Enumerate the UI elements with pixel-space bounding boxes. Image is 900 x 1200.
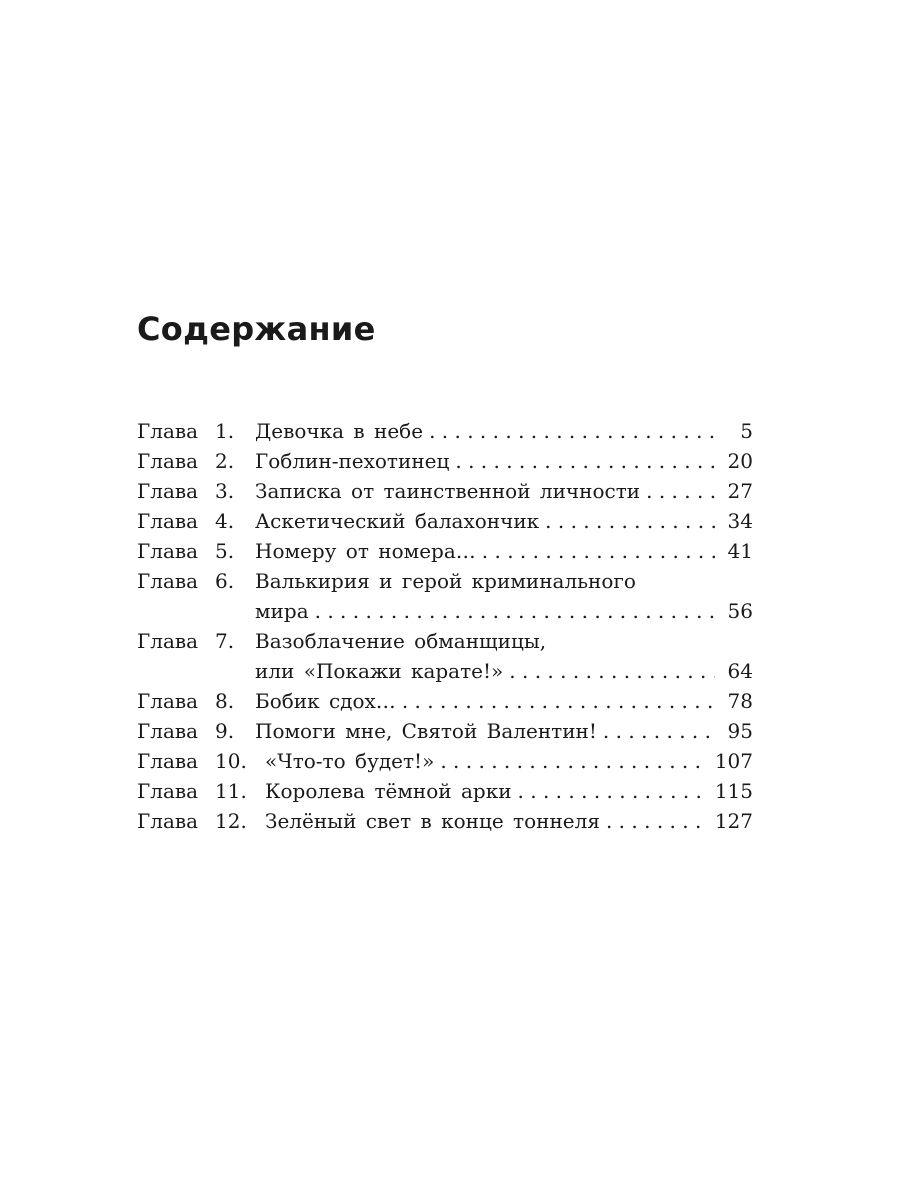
- chapter-title: Бобик сдох…: [255, 689, 396, 713]
- dot-leader: [606, 806, 707, 836]
- chapter-title: Зелёный свет в конце тоннеля: [265, 809, 600, 833]
- dot-leader: [455, 446, 715, 476]
- dot-leader: [429, 416, 715, 446]
- chapter-title: Записка от таинственной личности: [255, 479, 641, 503]
- chapter-title: Помоги мне, Святой Валентин!: [255, 719, 597, 743]
- page-number: 27: [727, 479, 753, 503]
- dot-leader: [518, 776, 707, 806]
- toc-entry[interactable]: [137, 416, 753, 446]
- chapter-title-continued: или «Покажи карате!»: [255, 659, 504, 683]
- chapter-label: Глава: [137, 419, 199, 443]
- page-number: 34: [727, 509, 753, 533]
- toc-entry[interactable]: [137, 506, 753, 536]
- dot-leader: [509, 656, 715, 686]
- chapter-title: Гоблин-пехотинец: [255, 449, 450, 473]
- chapter-label: Глава: [137, 749, 199, 773]
- chapter-number: 4.: [215, 509, 235, 533]
- chapter-label: Глава: [137, 509, 199, 533]
- chapter-title: Номеру от номера…: [255, 539, 476, 563]
- dot-leader: [603, 716, 715, 746]
- dot-leader: [646, 476, 715, 506]
- toc-entry[interactable]: [137, 536, 753, 566]
- toc-entry[interactable]: [137, 716, 753, 746]
- toc-entry[interactable]: [137, 566, 753, 626]
- chapter-number: 1.: [215, 419, 235, 443]
- chapter-title: Вазоблачение обманщицы,: [255, 629, 547, 653]
- chapter-title: Валькирия и герой криминального: [255, 569, 636, 593]
- table-of-contents: [137, 416, 753, 836]
- page-number: 127: [714, 809, 753, 833]
- chapter-label: Глава: [137, 629, 199, 653]
- chapter-number: 11.: [215, 779, 247, 803]
- chapter-title: Девочка в небе: [255, 419, 424, 443]
- chapter-title: Королева тёмной арки: [265, 779, 512, 803]
- toc-entry[interactable]: [137, 476, 753, 506]
- chapter-label: Глава: [137, 719, 199, 743]
- chapter-label: Глава: [137, 449, 199, 473]
- chapter-number: 3.: [215, 479, 235, 503]
- page-number: 56: [727, 599, 753, 623]
- chapter-label: Глава: [137, 479, 199, 503]
- page-number: 64: [727, 659, 753, 683]
- chapter-number: 12.: [215, 809, 247, 833]
- toc-entry[interactable]: [137, 446, 753, 476]
- toc-entry[interactable]: [137, 686, 753, 716]
- toc-entry[interactable]: [137, 776, 753, 806]
- chapter-label: Глава: [137, 779, 199, 803]
- page-number: 78: [727, 689, 753, 713]
- dot-leader: [440, 746, 706, 776]
- chapter-number: 10.: [215, 749, 247, 773]
- dot-leader: [482, 536, 715, 566]
- toc-entry[interactable]: [137, 806, 753, 836]
- chapter-number: 6.: [215, 569, 235, 593]
- page-number: 5: [740, 419, 753, 443]
- page-number: 41: [727, 539, 753, 563]
- chapter-number: 7.: [215, 629, 235, 653]
- chapter-number: 2.: [215, 449, 235, 473]
- chapter-title: Аскетический балахончик: [255, 509, 540, 533]
- chapter-label: Глава: [137, 539, 199, 563]
- toc-entry[interactable]: [137, 626, 753, 686]
- chapter-label: Глава: [137, 569, 199, 593]
- dot-leader: [545, 506, 715, 536]
- page-number: 20: [727, 449, 753, 473]
- chapter-title-continued: мира: [255, 599, 309, 623]
- page-number: 107: [714, 749, 753, 773]
- dot-leader: [402, 686, 715, 716]
- chapter-label: Глава: [137, 809, 199, 833]
- chapter-number: 9.: [215, 719, 235, 743]
- page-number: 115: [714, 779, 753, 803]
- toc-entry[interactable]: [137, 746, 753, 776]
- page-title: Содержание: [137, 310, 376, 348]
- chapter-label: Глава: [137, 689, 199, 713]
- dot-leader: [315, 596, 715, 626]
- chapter-title: «Что-то будет!»: [265, 749, 435, 773]
- chapter-number: 5.: [215, 539, 235, 563]
- chapter-number: 8.: [215, 689, 235, 713]
- page-number: 95: [727, 719, 753, 743]
